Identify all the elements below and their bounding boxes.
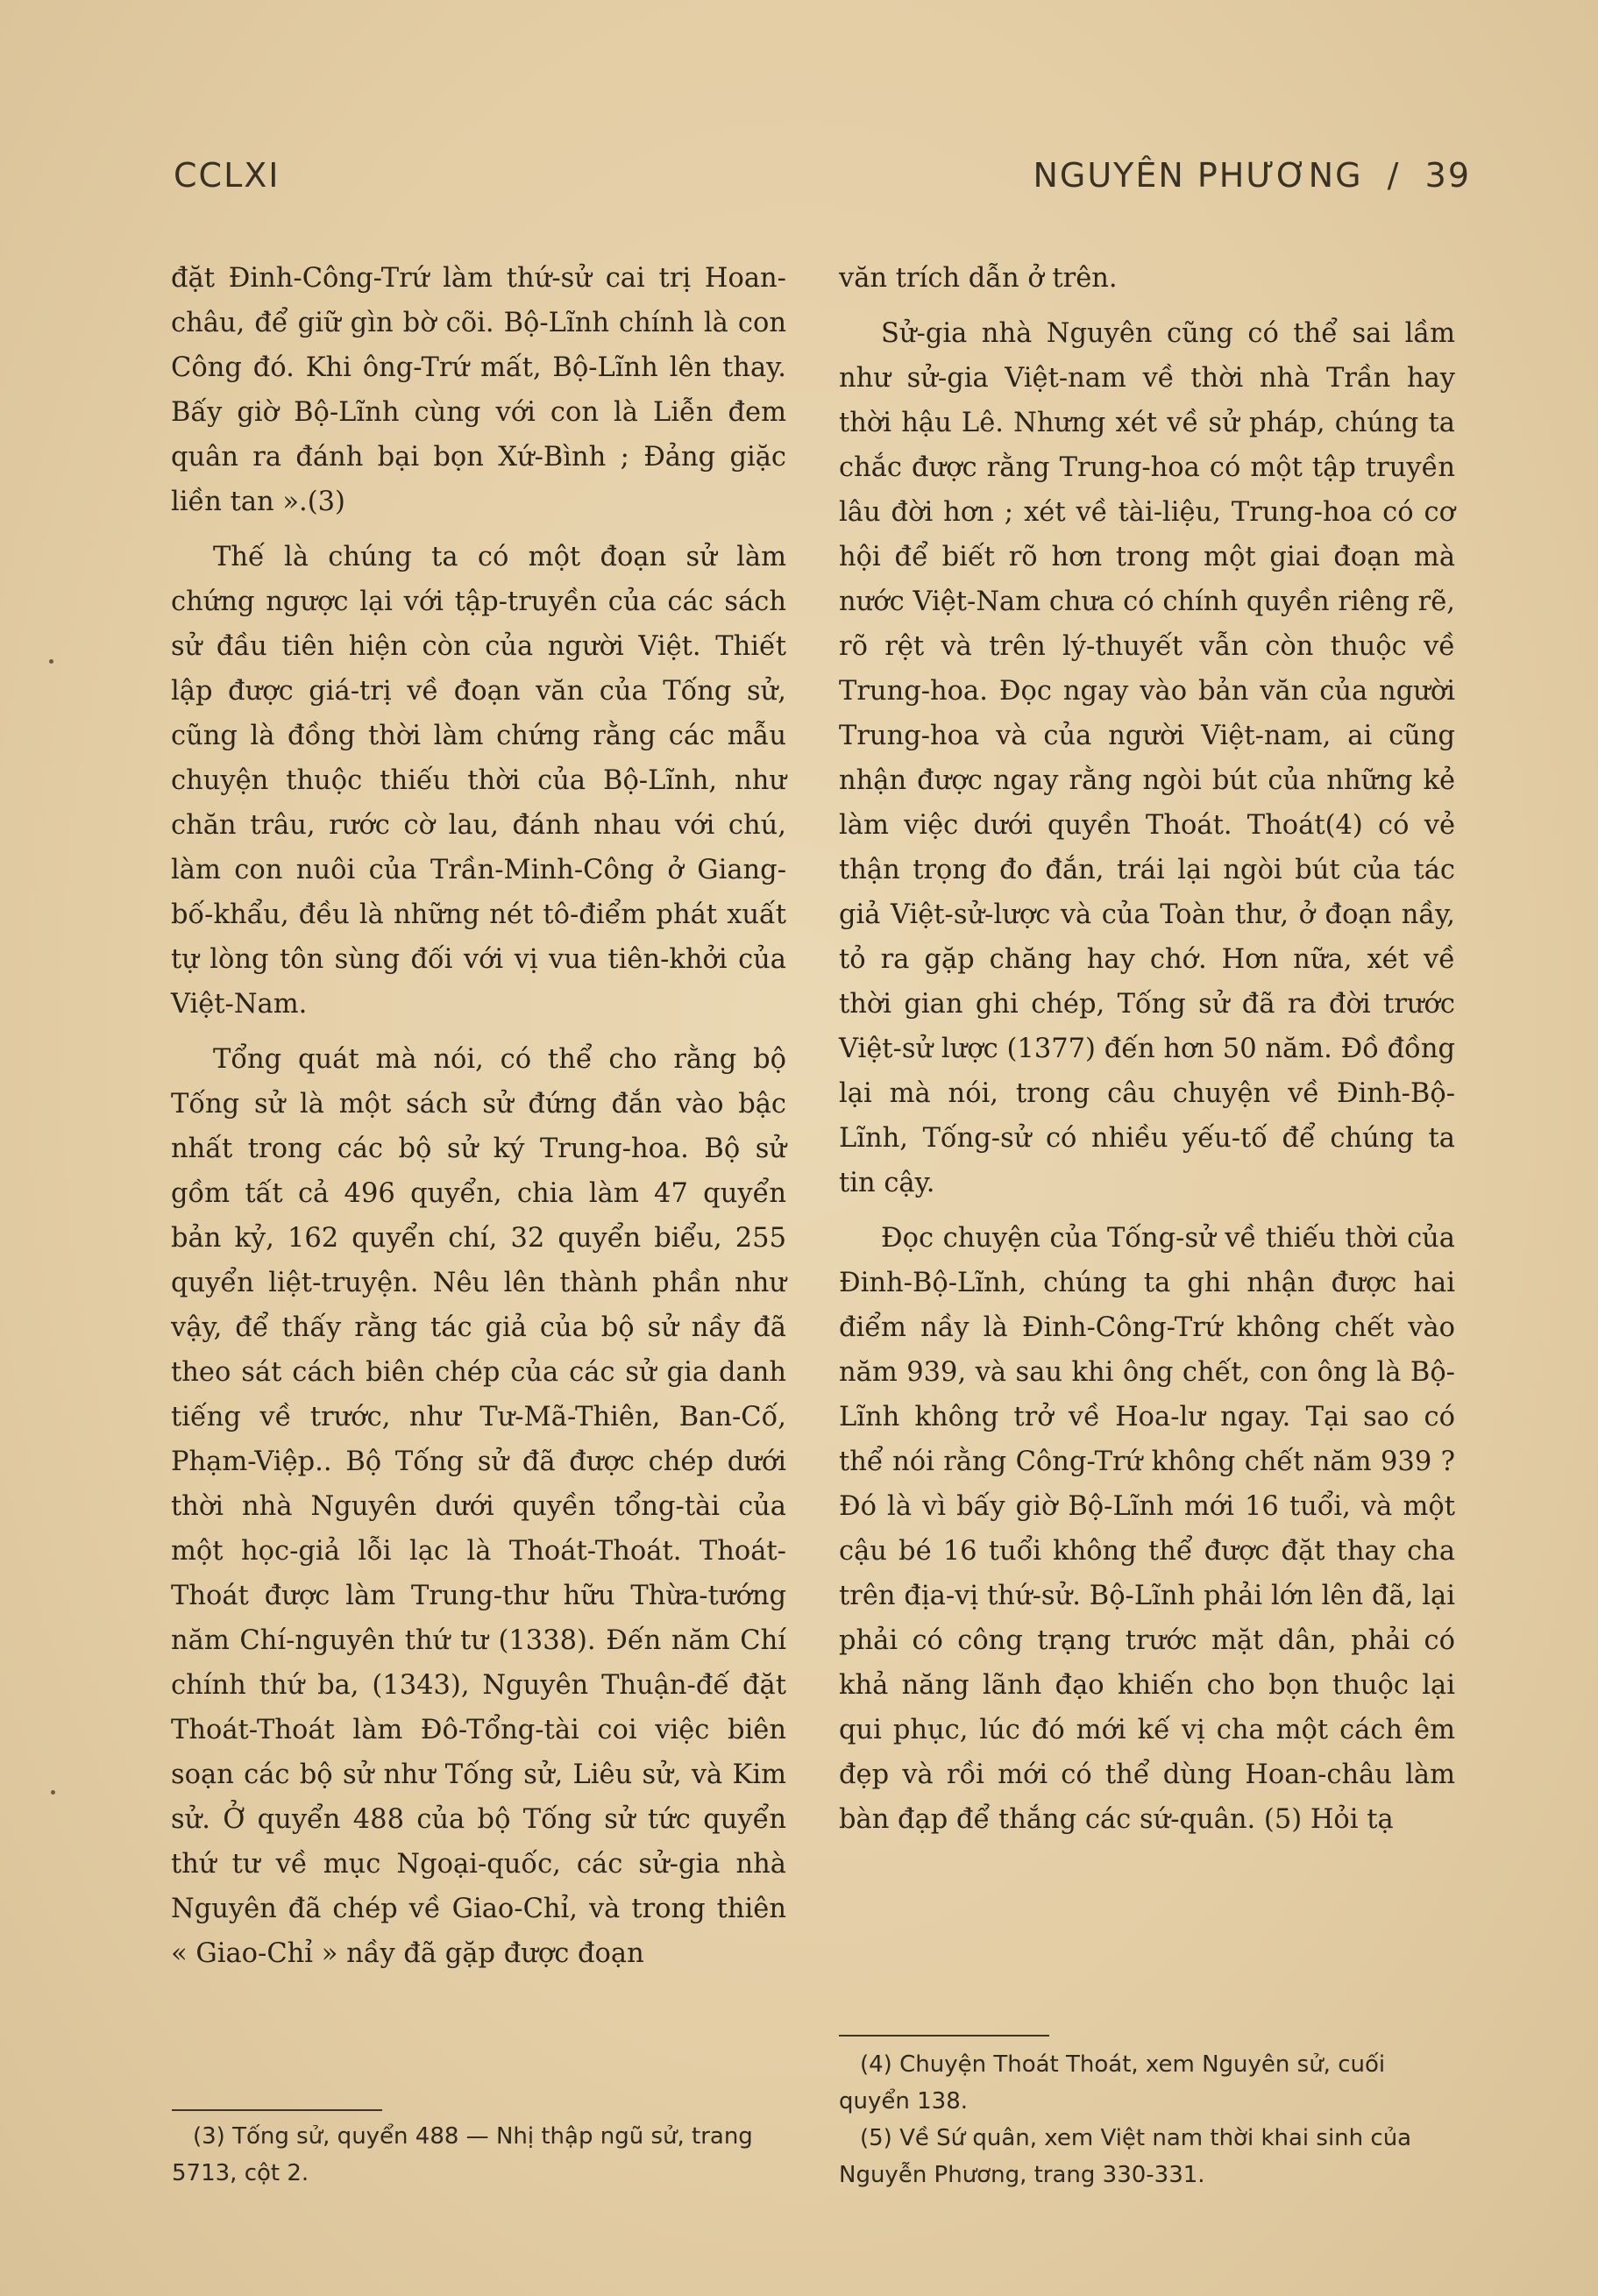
footnote: (3) Tống sử, quyển 488 — Nhị thập ngũ sử, trang 5713, cột 2. xyxy=(172,2123,753,2186)
right-footnotes xyxy=(839,2046,1452,2193)
footnote: (5) Về Sứ quân, xem Việt nam thời khai sinh của Nguyễn Phương, trang 330-331. xyxy=(839,2125,1412,2188)
footnote: (4) Chuyện Thoát Thoát, xem Nguyên sử, cuối quyển 138. xyxy=(839,2051,1386,2115)
section-number: CCLXI xyxy=(174,156,281,195)
paragraph: Đọc chuyện của Tống-sử về thiếu thời của Đinh-Bộ-Lĩnh, chúng ta ghi nhận được hai điểm nầy là Đinh-Công-Trứ không chết vào năm 939, và sau khi ông chết, con ông là Bộ-Lĩnh không trở về Hoa-lư ngay. Tại sao có thể nói rằng Công-Trứ không chết năm 939 ? Đó là vì bấy giờ Bộ-Lĩnh mới 16 tuổi, và một cậu bé 16 tuổi không thể được đặt thay cha trên địa-vị thứ-sử. Bộ-Lĩnh phải lớn lên đã, lại phải có công trạng trước mặt dân, phải có khả năng lãnh đạo khiến cho bọn thuộc lại qui phục, lúc đó mới kế vị cha một cách êm đẹp và rồi mới có thể dùng Hoan-châu làm bàn đạp để thắng các sứ-quân. (5) Hỏi tạ xyxy=(839,1223,1455,1835)
left-column xyxy=(171,256,786,1976)
running-title: NGUYÊN PHƯƠNG / 39 xyxy=(1033,156,1471,195)
right-column xyxy=(839,256,1455,1842)
page-header xyxy=(174,156,1471,209)
paragraph: đặt Đinh-Công-Trứ làm thứ-sử cai trị Hoan-châu, để giữ gìn bờ cõi. Bộ-Lĩnh chính là con Công đó. Khi ông-Trứ mất, Bộ-Lĩnh lên thay. Bấy giờ Bộ-Lĩnh cùng với con là Liễn đem quân ra đánh bại bọn Xứ-Bình ; Đảng giặc liền tan ».(3) xyxy=(171,263,786,517)
left-footnotes xyxy=(172,2118,785,2192)
paragraph: Tổng quát mà nói, có thể cho rằng bộ Tống sử là một sách sử đứng đắn vào bậc nhất trong các bộ sử ký Trung-hoa. Bộ sử gồm tất cả 496 quyển, chia làm 47 quyển bản kỷ, 162 quyển chí, 32 quyển biểu, 255 quyển liệt-truyện. Nêu lên thành phần như vậy, để thấy rằng tác giả của bộ sử nầy đã theo sát cách biên chép của các sử gia danh tiếng về trước, như Tư-Mã-Thiên, Ban-Cố, Phạm-Việp.. Bộ Tống sử đã được chép dưới thời nhà Nguyên dưới quyền tổng-tài của một học-giả lỗi lạc là Thoát-Thoát. Thoát-Thoát được làm Trung-thư hữu Thừa-tướng năm Chí-nguyên thứ tư (1338). Đến năm Chí chính thứ ba, (1343), Nguyên Thuận-đế đặt Thoát-Thoát làm Đô-Tổng-tài coi việc biên soạn các bộ sử như Tống sử, Liêu sử, và Kim sử. Ở quyển 488 của bộ Tống sử tức quyển thứ tư về mục Ngoại-quốc, các sử-gia nhà Nguyên đã chép về Giao-Chỉ, và trong thiên « Giao-Chỉ » nầy đã gặp được đoạn xyxy=(171,1044,786,1969)
footnote-divider xyxy=(839,2035,1049,2037)
paragraph: văn trích dẫn ở trên. xyxy=(839,263,1118,294)
footnote-divider xyxy=(172,2109,382,2111)
paragraph: Thế là chúng ta có một đoạn sử làm chứng ngược lại với tập-truyền của các sách sử đầu tiên hiện còn của người Việt. Thiết lập được giá-trị về đoạn văn của Tống sử, cũng là đồng thời làm chứng rằng các mẫu chuyện thuộc thiếu thời của Bộ-Lĩnh, như chăn trâu, rước cờ lau, đánh nhau với chú, làm con nuôi của Trần-Minh-Công ở Giang-bố-khẩu, đều là những nét tô-điểm phát xuất tự lòng tôn sùng đối với vị vua tiên-khởi của Việt-Nam. xyxy=(171,542,786,1020)
paragraph: Sử-gia nhà Nguyên cũng có thể sai lầm như sử-gia Việt-nam về thời nhà Trần hay thời hậu Lê. Nhưng xét về sử pháp, chúng ta chắc được rằng Trung-hoa có một tập truyền lâu đời hơn ; xét về tài-liệu, Trung-hoa có cơ hội để biết rõ hơn trong một giai đoạn mà nước Việt-Nam chưa có chính quyền riêng rẽ, rõ rệt và trên lý-thuyết vẫn còn thuộc về Trung-hoa. Đọc ngay vào bản văn của người Trung-hoa và của người Việt-nam, ai cũng nhận được ngay rằng ngòi bút của những kẻ làm việc dưới quyền Thoát. Thoát(4) có vẻ thận trọng đo đắn, trái lại ngòi bút của tác giả Việt-sử-lược và của Toàn thư, ở đoạn nầy, tỏ ra gặp chăng hay chớ. Hơn nữa, xét về thời gian ghi chép, Tống sử đã ra đời trước Việt-sử lược (1377) đến hơn 50 năm. Đồ đồng lại mà nói, trong câu chuyện về Đinh-Bộ-Lĩnh, Tống-sử có nhiều yếu-tố để chúng ta tin cậy. xyxy=(839,318,1455,1198)
paper-speck xyxy=(49,659,53,664)
paper-speck xyxy=(51,1790,55,1795)
